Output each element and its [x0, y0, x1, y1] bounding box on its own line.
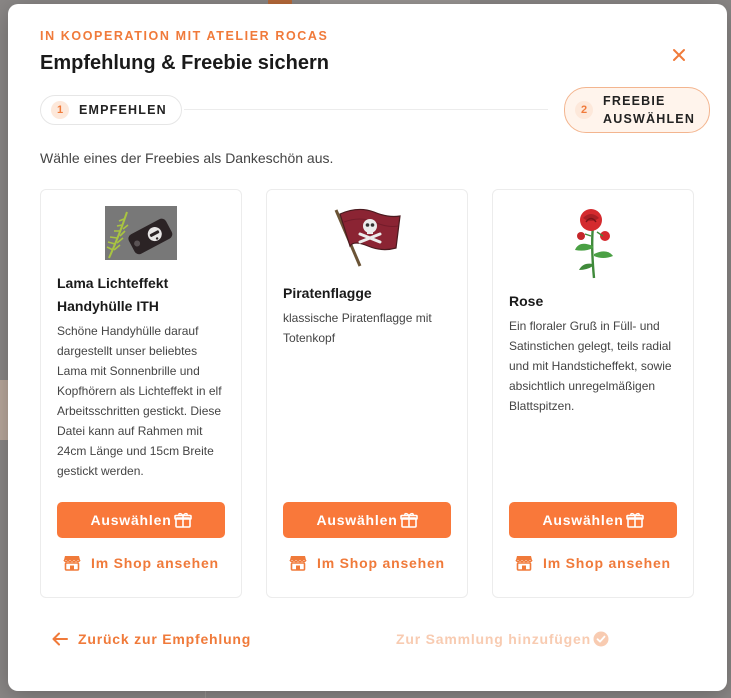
- shop-link-label: Im Shop ansehen: [317, 555, 445, 571]
- close-icon: [672, 48, 686, 62]
- modal-eyebrow: IN KOOPERATION MIT ATELIER ROCAS: [40, 29, 329, 43]
- select-label: Auswählen: [542, 512, 624, 528]
- close-button[interactable]: [668, 44, 690, 66]
- freebie-name: Piratenflagge: [283, 285, 372, 301]
- modal-title: Empfehlung & Freebie sichern: [40, 52, 329, 74]
- gift-icon: [400, 511, 418, 529]
- step-number: 1: [51, 101, 69, 119]
- store-icon: [63, 555, 81, 571]
- back-to-recommendation-button[interactable]: [52, 627, 251, 651]
- step-number: 2: [575, 101, 593, 119]
- freebie-card: [40, 189, 242, 598]
- freebie-description: Schöne Handyhülle darauf dargestellt unser beliebtes Lama mit Sonnenbrille und Kopfhörern als Lichteffekt in elf Arbeitsschritten gestickt. Diese Datei kann auf Rahmen mit 24cm Länge und 15cm Breite gestickt werden.: [57, 324, 222, 478]
- check-circle-icon: [593, 631, 609, 647]
- add-to-collection-button[interactable]: [396, 627, 609, 651]
- gift-icon: [174, 511, 192, 529]
- shop-link-label: Im Shop ansehen: [543, 555, 671, 571]
- back-label: Zurück zur Empfehlung: [78, 631, 252, 647]
- backdrop-strip: [0, 380, 8, 440]
- shop-link-label: Im Shop ansehen: [91, 555, 219, 571]
- freebie-name: Rose: [509, 293, 544, 309]
- step-recommend[interactable]: [40, 95, 182, 125]
- store-icon: [515, 555, 533, 571]
- stepper-connector: [184, 109, 548, 110]
- freebie-image: [493, 206, 693, 280]
- view-in-shop-link[interactable]: [63, 552, 219, 574]
- store-icon: [289, 555, 307, 571]
- freebie-description: klassische Piratenflagge mit Totenkopf: [283, 311, 432, 345]
- phone-case-image: [105, 206, 177, 260]
- step-label: EMPFEHLEN: [79, 103, 167, 117]
- rose-image: [567, 206, 619, 280]
- select-label: Auswählen: [316, 512, 398, 528]
- gift-icon: [626, 511, 644, 529]
- select-freebie-button[interactable]: [509, 502, 677, 538]
- step-label: FREEBIE AUSWÄHLEN: [603, 94, 696, 126]
- freebie-card: [266, 189, 468, 598]
- freebie-image: [41, 206, 241, 260]
- step-choose-freebie: [564, 87, 710, 133]
- add-label: Zur Sammlung hinzufügen: [396, 631, 591, 647]
- select-freebie-button[interactable]: [283, 502, 451, 538]
- view-in-shop-link[interactable]: [515, 552, 671, 574]
- freebie-name: Lama Lichteffekt Handyhülle ITH: [57, 275, 169, 314]
- intro-text: Wähle eines der Freebies als Dankeschön aus.: [40, 150, 334, 166]
- freebie-modal: [8, 4, 727, 691]
- pirate-flag-image: [330, 204, 404, 272]
- freebie-card: [492, 189, 694, 598]
- freebie-image: [267, 204, 467, 272]
- freebie-description: Ein floraler Gruß in Füll- und Satinstichen gelegt, teils radial und mit Handsticheffekt, sowie absichtlich unregelmäßigen Blattspitzen.: [509, 319, 672, 413]
- select-freebie-button[interactable]: [57, 502, 225, 538]
- arrow-left-icon: [52, 632, 68, 646]
- select-label: Auswählen: [90, 512, 172, 528]
- view-in-shop-link[interactable]: [289, 552, 445, 574]
